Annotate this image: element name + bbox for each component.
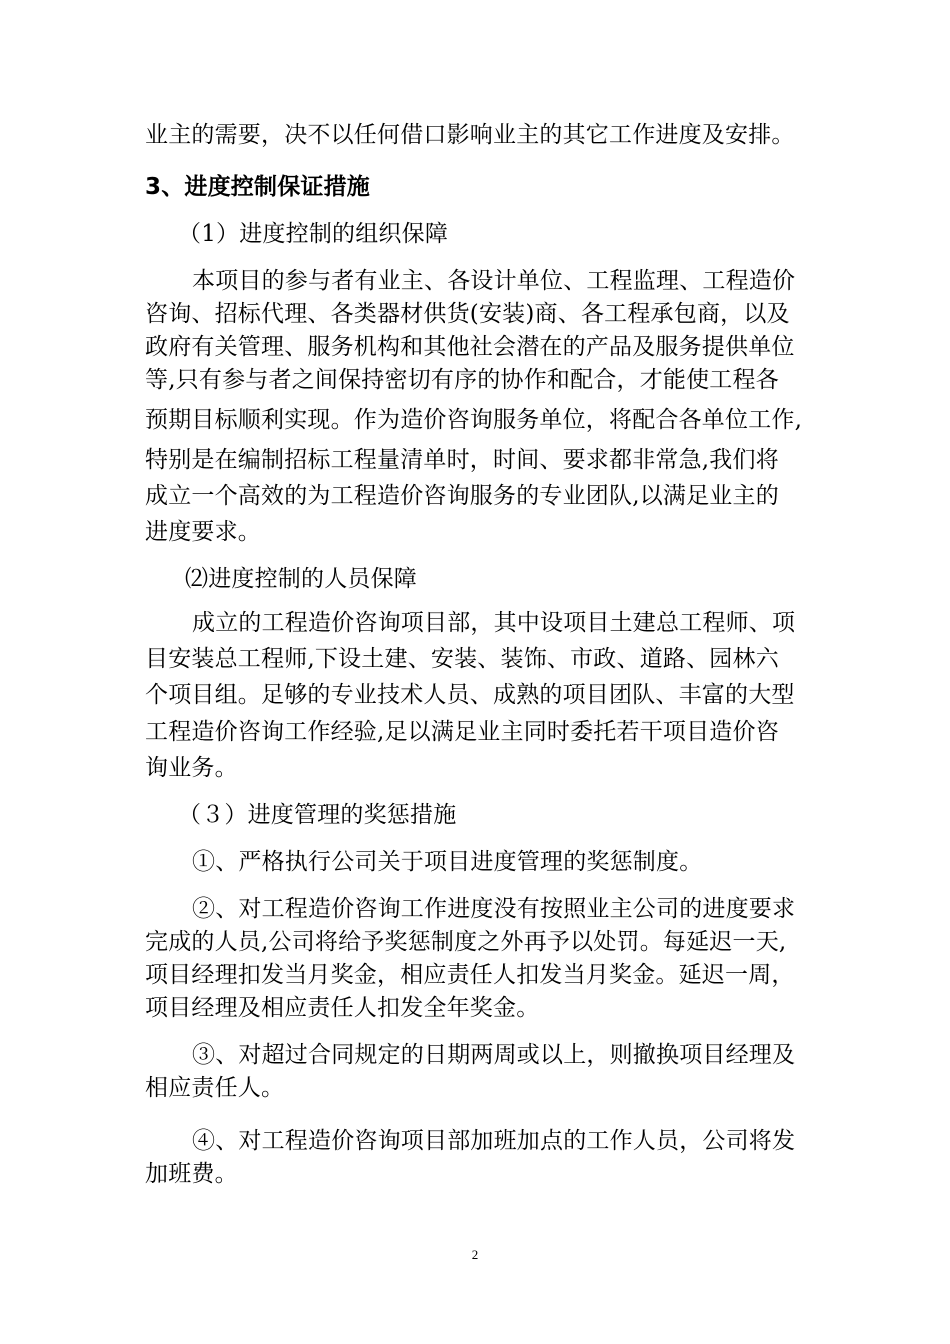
- subheading: （３）进度管理的奖惩措施: [178, 802, 457, 828]
- paragraph-line: 成立的工程造价咨询项目部，其中设项目土建总工程师、项: [192, 610, 796, 636]
- paragraph-line: 相应责任人。: [145, 1075, 285, 1101]
- paragraph-line: 业主的需要，决不以任何借口影响业主的其它工作进度及安排。: [145, 122, 795, 148]
- paragraph-line: ②、对工程造价咨询工作进度没有按照业主公司的进度要求: [192, 896, 796, 922]
- paragraph-line: 询业务。: [145, 755, 238, 781]
- paragraph-line: 加班费。: [145, 1161, 238, 1187]
- paragraph-line: 工程造价咨询工作经验,足以满足业主同时委托若干项目造价咨: [145, 719, 779, 745]
- subheading: ⑵进度控制的人员保障: [185, 566, 417, 592]
- paragraph-line: ③、对超过合同规定的日期两周或以上，则撤换项目经理及: [192, 1042, 796, 1068]
- paragraph-line: 进度要求。: [145, 519, 261, 545]
- paragraph-line: 项目经理及相应责任人扣发全年奖金。: [145, 995, 540, 1021]
- paragraph-line: 成立一个高效的为工程造价咨询服务的专业团队,以满足业主的: [145, 483, 779, 509]
- paragraph-line: 政府有关管理、服务机构和其他社会潜在的产品及服务提供单位: [145, 334, 795, 360]
- paragraph-line: 咨询、招标代理、各类器材供货(安装)商、各工程承包商，以及: [145, 301, 790, 327]
- paragraph-line: 目安装总工程师,下设土建、安装、装饰、市政、道路、园林六: [145, 646, 779, 672]
- page-number: 2: [471, 1247, 479, 1262]
- paragraph-line: 预期目标顺利实现。作为造价咨询服务单位，将配合各单位工作,: [145, 407, 803, 433]
- paragraph-line: 完成的人员,公司将给予奖惩制度之外再予以处罚。每延迟一天,: [145, 929, 787, 955]
- paragraph-line: ④、对工程造价咨询项目部加班加点的工作人员，公司将发: [192, 1128, 796, 1154]
- paragraph-line: 特别是在编制招标工程量清单时，时间、要求都非常急,我们将: [145, 447, 779, 473]
- section-heading: 3、进度控制保证措施: [145, 174, 371, 200]
- paragraph-line: 项目经理扣发当月奖金，相应责任人扣发当月奖金。延迟一周，: [145, 962, 795, 988]
- paragraph-line: ①、严格执行公司关于项目进度管理的奖惩制度。: [192, 849, 703, 875]
- paragraph-line: 个项目组。足够的专业技术人员、成熟的项目团队、丰富的大型: [145, 682, 795, 708]
- paragraph-line: 本项目的参与者有业主、各设计单位、工程监理、工程造价: [192, 268, 796, 294]
- paragraph-line: 等,只有参与者之间保持密切有序的协作和配合，才能使工程各: [145, 367, 779, 393]
- subheading: （1）进度控制的组织保障: [178, 221, 449, 247]
